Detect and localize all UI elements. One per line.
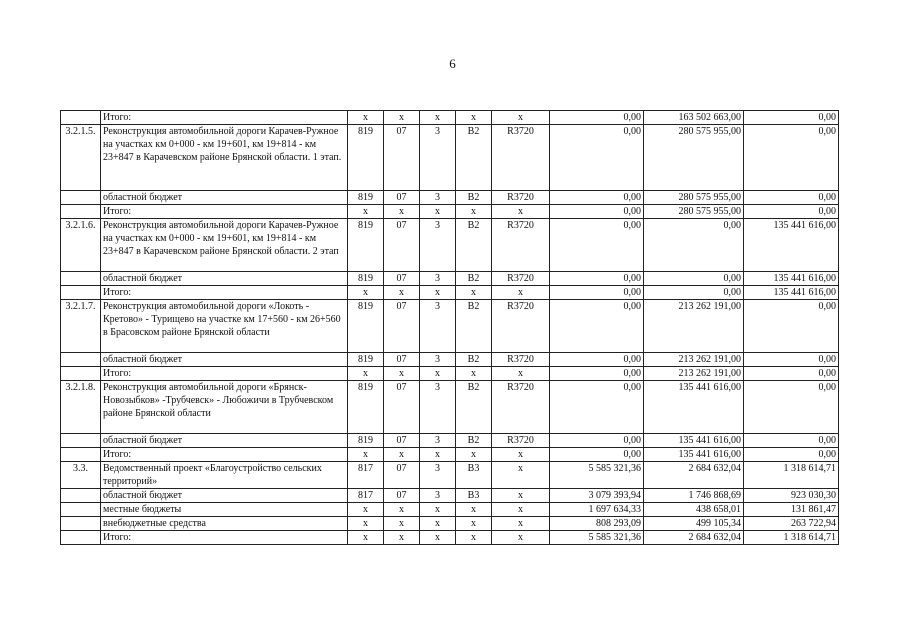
- code-cell-3: x: [420, 503, 456, 517]
- amount-cell-1: 1 697 634,33: [550, 503, 644, 517]
- code-cell-4: В2: [456, 219, 492, 272]
- amount-cell-2: 2 684 632,04: [644, 531, 744, 545]
- amount-cell-2: 0,00: [644, 286, 744, 300]
- amount-cell-3: 1 318 614,71: [744, 531, 839, 545]
- code-cell-4: В2: [456, 300, 492, 353]
- table-row: [61, 503, 839, 517]
- code-cell-1: 819: [348, 125, 384, 191]
- code-cell-5: x: [492, 205, 550, 219]
- table-row: [61, 286, 839, 300]
- code-cell-2: x: [384, 205, 420, 219]
- row-number-cell: 3.2.1.5.: [61, 125, 101, 191]
- amount-cell-3: 135 441 616,00: [744, 219, 839, 272]
- amount-cell-2: 1 746 868,69: [644, 489, 744, 503]
- code-cell-1: 819: [348, 300, 384, 353]
- code-cell-2: x: [384, 531, 420, 545]
- code-cell-4: x: [456, 448, 492, 462]
- row-number-cell: [61, 272, 101, 286]
- code-cell-1: x: [348, 448, 384, 462]
- row-number-cell: [61, 367, 101, 381]
- amount-cell-1: 0,00: [550, 205, 644, 219]
- amount-cell-2: 280 575 955,00: [644, 205, 744, 219]
- row-number-cell: [61, 503, 101, 517]
- amount-cell-1: 0,00: [550, 300, 644, 353]
- row-number-cell: 3.2.1.8.: [61, 381, 101, 434]
- code-cell-5: x: [492, 111, 550, 125]
- code-cell-5: x: [492, 517, 550, 531]
- amount-cell-1: 3 079 393,94: [550, 489, 644, 503]
- code-cell-1: 819: [348, 434, 384, 448]
- table-row: [61, 448, 839, 462]
- amount-cell-1: 0,00: [550, 125, 644, 191]
- code-cell-4: В2: [456, 272, 492, 286]
- code-cell-2: x: [384, 448, 420, 462]
- code-cell-1: x: [348, 531, 384, 545]
- row-number-cell: [61, 531, 101, 545]
- code-cell-2: x: [384, 503, 420, 517]
- table-row: [61, 434, 839, 448]
- code-cell-3: x: [420, 367, 456, 381]
- code-cell-4: В2: [456, 434, 492, 448]
- table-row: [61, 367, 839, 381]
- amount-cell-2: 213 262 191,00: [644, 353, 744, 367]
- amount-cell-1: 5 585 321,36: [550, 531, 644, 545]
- code-cell-5: R3720: [492, 434, 550, 448]
- code-cell-3: 3: [420, 434, 456, 448]
- row-name-cell: Итого:: [101, 367, 348, 381]
- code-cell-5: R3720: [492, 300, 550, 353]
- row-name-cell: Итого:: [101, 448, 348, 462]
- row-number-cell: [61, 205, 101, 219]
- row-number-cell: [61, 353, 101, 367]
- code-cell-3: 3: [420, 272, 456, 286]
- row-name-cell: Итого:: [101, 205, 348, 219]
- table-row: [61, 205, 839, 219]
- code-cell-5: R3720: [492, 353, 550, 367]
- code-cell-2: 07: [384, 219, 420, 272]
- amount-cell-2: 280 575 955,00: [644, 191, 744, 205]
- table-row: [61, 219, 839, 272]
- amount-cell-3: 135 441 616,00: [744, 272, 839, 286]
- code-cell-1: x: [348, 205, 384, 219]
- row-number-cell: [61, 191, 101, 205]
- amount-cell-1: 0,00: [550, 448, 644, 462]
- code-cell-2: x: [384, 286, 420, 300]
- budget-table: [60, 110, 839, 545]
- amount-cell-3: 0,00: [744, 434, 839, 448]
- amount-cell-2: 135 441 616,00: [644, 381, 744, 434]
- amount-cell-3: 263 722,94: [744, 517, 839, 531]
- code-cell-5: x: [492, 448, 550, 462]
- row-name-cell: областной бюджет: [101, 191, 348, 205]
- row-name-cell: Реконструкция автомобильной дороги «Брянск-Новозыбков» -Трубчевск» - Любожичи в Трубчевском районе Брянской области: [101, 381, 348, 434]
- table-row: [61, 489, 839, 503]
- code-cell-5: x: [492, 503, 550, 517]
- code-cell-3: 3: [420, 489, 456, 503]
- code-cell-5: R3720: [492, 272, 550, 286]
- code-cell-2: x: [384, 517, 420, 531]
- row-name-cell: областной бюджет: [101, 434, 348, 448]
- amount-cell-1: 0,00: [550, 381, 644, 434]
- row-number-cell: 3.2.1.6.: [61, 219, 101, 272]
- code-cell-1: 817: [348, 462, 384, 489]
- code-cell-4: В2: [456, 353, 492, 367]
- code-cell-1: 819: [348, 353, 384, 367]
- code-cell-1: x: [348, 111, 384, 125]
- amount-cell-1: 0,00: [550, 367, 644, 381]
- code-cell-4: x: [456, 531, 492, 545]
- table-row: [61, 300, 839, 353]
- code-cell-5: R3720: [492, 219, 550, 272]
- code-cell-3: 3: [420, 219, 456, 272]
- code-cell-4: В2: [456, 125, 492, 191]
- code-cell-1: 819: [348, 219, 384, 272]
- amount-cell-1: 0,00: [550, 434, 644, 448]
- amount-cell-3: 0,00: [744, 125, 839, 191]
- code-cell-2: 07: [384, 462, 420, 489]
- code-cell-3: 3: [420, 125, 456, 191]
- amount-cell-2: 0,00: [644, 219, 744, 272]
- code-cell-2: 07: [384, 353, 420, 367]
- code-cell-3: 3: [420, 381, 456, 434]
- row-name-cell: Реконструкция автомобильной дороги Карачев-Ружное на участках км 0+000 - км 19+601, км 19+814 - км 23+847 в Карачевском районе Брянской области. 2 этап: [101, 219, 348, 272]
- amount-cell-3: 0,00: [744, 353, 839, 367]
- code-cell-4: x: [456, 205, 492, 219]
- page-number: 6: [449, 56, 456, 71]
- code-cell-4: В2: [456, 381, 492, 434]
- code-cell-5: x: [492, 367, 550, 381]
- code-cell-3: x: [420, 205, 456, 219]
- code-cell-2: 07: [384, 272, 420, 286]
- table-row: [61, 531, 839, 545]
- code-cell-4: x: [456, 503, 492, 517]
- row-name-cell: областной бюджет: [101, 353, 348, 367]
- code-cell-2: 07: [384, 381, 420, 434]
- amount-cell-1: 5 585 321,36: [550, 462, 644, 489]
- code-cell-1: 817: [348, 489, 384, 503]
- table-row: [61, 381, 839, 434]
- code-cell-4: x: [456, 286, 492, 300]
- code-cell-2: 07: [384, 434, 420, 448]
- code-cell-4: В3: [456, 489, 492, 503]
- amount-cell-2: 499 105,34: [644, 517, 744, 531]
- row-number-cell: [61, 286, 101, 300]
- code-cell-3: 3: [420, 353, 456, 367]
- amount-cell-2: 135 441 616,00: [644, 434, 744, 448]
- amount-cell-3: 0,00: [744, 448, 839, 462]
- table-row: [61, 517, 839, 531]
- code-cell-3: x: [420, 111, 456, 125]
- row-number-cell: 3.2.1.7.: [61, 300, 101, 353]
- code-cell-3: x: [420, 286, 456, 300]
- amount-cell-1: 0,00: [550, 111, 644, 125]
- amount-cell-2: 135 441 616,00: [644, 448, 744, 462]
- amount-cell-2: 0,00: [644, 272, 744, 286]
- amount-cell-2: 2 684 632,04: [644, 462, 744, 489]
- amount-cell-3: 0,00: [744, 367, 839, 381]
- row-name-cell: Ведомственный проект «Благоустройство сельских территорий»: [101, 462, 348, 489]
- row-name-cell: областной бюджет: [101, 272, 348, 286]
- amount-cell-1: 808 293,09: [550, 517, 644, 531]
- code-cell-3: 3: [420, 300, 456, 353]
- row-name-cell: местные бюджеты: [101, 503, 348, 517]
- code-cell-5: x: [492, 489, 550, 503]
- code-cell-1: x: [348, 286, 384, 300]
- row-name-cell: Итого:: [101, 286, 348, 300]
- row-number-cell: [61, 111, 101, 125]
- code-cell-5: x: [492, 531, 550, 545]
- amount-cell-2: 438 658,01: [644, 503, 744, 517]
- code-cell-1: 819: [348, 272, 384, 286]
- row-name-cell: областной бюджет: [101, 489, 348, 503]
- amount-cell-3: 1 318 614,71: [744, 462, 839, 489]
- amount-cell-1: 0,00: [550, 272, 644, 286]
- amount-cell-3: 0,00: [744, 191, 839, 205]
- table-row: [61, 125, 839, 191]
- amount-cell-1: 0,00: [550, 286, 644, 300]
- amount-cell-3: 135 441 616,00: [744, 286, 839, 300]
- amount-cell-1: 0,00: [550, 353, 644, 367]
- code-cell-1: 819: [348, 191, 384, 205]
- amount-cell-3: 0,00: [744, 205, 839, 219]
- amount-cell-3: 0,00: [744, 300, 839, 353]
- code-cell-3: 3: [420, 462, 456, 489]
- code-cell-4: В3: [456, 462, 492, 489]
- code-cell-5: R3720: [492, 191, 550, 205]
- amount-cell-2: 280 575 955,00: [644, 125, 744, 191]
- code-cell-3: x: [420, 517, 456, 531]
- code-cell-2: 07: [384, 191, 420, 205]
- row-number-cell: [61, 448, 101, 462]
- code-cell-1: x: [348, 517, 384, 531]
- code-cell-4: x: [456, 517, 492, 531]
- amount-cell-3: 131 861,47: [744, 503, 839, 517]
- table-row: [61, 353, 839, 367]
- row-number-cell: [61, 517, 101, 531]
- code-cell-2: 07: [384, 489, 420, 503]
- amount-cell-3: 0,00: [744, 381, 839, 434]
- code-cell-2: 07: [384, 300, 420, 353]
- code-cell-5: x: [492, 286, 550, 300]
- table-row: [61, 111, 839, 125]
- code-cell-2: x: [384, 111, 420, 125]
- code-cell-5: R3720: [492, 125, 550, 191]
- table-row: [61, 462, 839, 489]
- amount-cell-3: 923 030,30: [744, 489, 839, 503]
- code-cell-2: x: [384, 367, 420, 381]
- amount-cell-1: 0,00: [550, 191, 644, 205]
- row-name-cell: Реконструкция автомобильной дороги Карачев-Ружное на участках км 0+000 - км 19+601, км 19+814 - км 23+847 в Карачевском районе Брянской области. 1 этап.: [101, 125, 348, 191]
- code-cell-3: 3: [420, 191, 456, 205]
- code-cell-3: x: [420, 531, 456, 545]
- amount-cell-1: 0,00: [550, 219, 644, 272]
- amount-cell-2: 213 262 191,00: [644, 300, 744, 353]
- row-name-cell: Итого:: [101, 111, 348, 125]
- code-cell-1: 819: [348, 381, 384, 434]
- table-row: [61, 272, 839, 286]
- row-number-cell: [61, 434, 101, 448]
- amount-cell-2: 213 262 191,00: [644, 367, 744, 381]
- code-cell-4: В2: [456, 191, 492, 205]
- code-cell-4: x: [456, 111, 492, 125]
- code-cell-2: 07: [384, 125, 420, 191]
- code-cell-1: x: [348, 503, 384, 517]
- amount-cell-3: 0,00: [744, 111, 839, 125]
- code-cell-5: R3720: [492, 381, 550, 434]
- code-cell-5: x: [492, 462, 550, 489]
- row-number-cell: [61, 489, 101, 503]
- row-number-cell: 3.3.: [61, 462, 101, 489]
- code-cell-1: x: [348, 367, 384, 381]
- amount-cell-2: 163 502 663,00: [644, 111, 744, 125]
- table-row: [61, 191, 839, 205]
- row-name-cell: Реконструкция автомобильной дороги «Локоть - Кретово» - Турищево на участке км 17+560 - км 26+560 в Брасовском районе Брянской области: [101, 300, 348, 353]
- code-cell-3: x: [420, 448, 456, 462]
- table-body: [61, 111, 839, 545]
- row-name-cell: внебюджетные средства: [101, 517, 348, 531]
- row-name-cell: Итого:: [101, 531, 348, 545]
- code-cell-4: x: [456, 367, 492, 381]
